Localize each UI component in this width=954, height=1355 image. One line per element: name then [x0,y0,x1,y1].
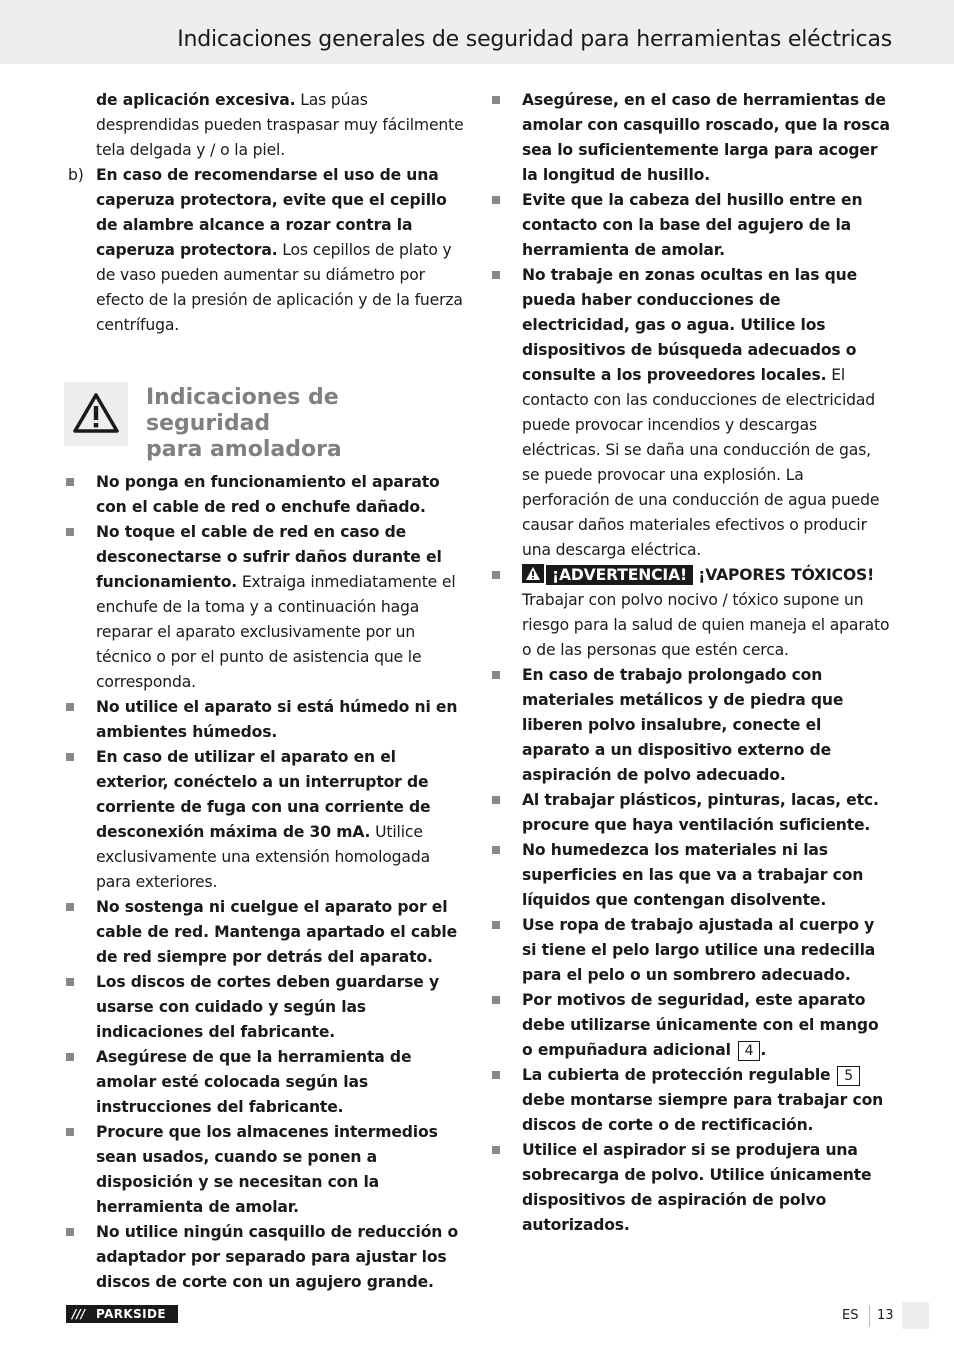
page-tab-marker [902,1302,929,1329]
list-item [490,88,892,188]
square-bullet-icon [492,846,500,854]
square-bullet-icon [492,1146,500,1154]
square-bullet-icon [66,903,74,911]
list-item [490,1138,892,1238]
square-bullet-icon [492,1071,500,1079]
continued-text: Las púas desprendidas pueden traspasar muy fácilmente tela delgada y / o la piel. [96,91,464,159]
square-bullet-icon [66,753,74,761]
list-item [64,895,466,970]
square-bullet-icon [66,1228,74,1236]
item-bold: No utilice ningún casquillo de reducción o adaptador por separado para ajustar los discos de corte con un agujero grande. [96,1223,459,1291]
list-item [64,1120,466,1220]
warning-triangle-icon [525,566,541,581]
square-bullet-icon [66,978,74,986]
item-bold: No humedezca los materiales ni las superficies en las que va a trabajar con líquidos que contengan disolvente. [522,841,864,909]
right-column [490,88,892,1238]
list-item-b [64,163,466,338]
list-item [490,663,892,788]
list-item [64,695,466,745]
list-item-guard [490,1063,892,1138]
item-bold: Los discos de cortes deben guardarse y usarse con cuidado y según las indicaciones del fabricante. [96,973,439,1041]
warning-icon-box [64,382,128,446]
warning-item [490,563,892,663]
square-bullet-icon [66,528,74,536]
item-bold: No utilice el aparato si está húmedo ni en ambientes húmedos. [96,698,458,741]
language-code: ES [842,1308,859,1323]
section-title [146,385,466,463]
square-bullet-icon [492,796,500,804]
warning-text: Trabajar con polvo nocivo / tóxico supone un riesgo para la salud de quien maneja el aparato o de las personas que estén cerca. [522,591,890,659]
item-text: Extraiga inmediatamente el enchufe de la toma y a continuación haga reparar el aparato exclusivamente por un técnico o por el punto de asistencia que le corresponda. [96,573,456,691]
item-bold: Evite que la cabeza del husillo entre en contacto con la base del agujero de la herramienta de amolar. [522,191,863,259]
item-marker-b: b) [68,166,84,184]
item-bold: En caso de utilizar el aparato en el exterior, conéctelo a un interruptor de corriente de fuga con una corriente de desconexión máxima de 30 mA. [96,748,431,841]
item-text: Utilice exclusivamente una extensión homologada para exteriores. [96,823,430,891]
item-end: . [760,1041,767,1059]
section-heading [64,382,466,462]
square-bullet-icon [492,571,500,579]
square-bullet-icon [492,271,500,279]
square-bullet-icon [66,1053,74,1061]
item-bold: En caso de trabajo prolongado con materiales metálicos y de piedra que liberen polvo insalubre, conecte el aparato a un dispositivo externo de aspiración de polvo adecuado. [522,666,844,784]
square-bullet-icon [492,921,500,929]
section-title-line-2: para amoladora [146,437,342,462]
item-bold: No trabaje en zonas ocultas en las que pueda haber conducciones de electricidad, gas o agua. Utilice los dispositivos de búsqueda adecuados o consulte a los proveedores locales. [522,266,858,384]
square-bullet-icon [66,1128,74,1136]
item-b-text: Los cepillos de plato y de vaso pueden aumentar su diámetro por efecto de la presión de aplicación y de la fuerza centrífuga. [96,241,463,334]
page-title: Indicaciones generales de seguridad para herramientas eléctricas [177,27,892,52]
item-bold: Procure que los almacenes intermedios sean usados, cuando se ponen a disposición y se necesitan con la herramienta de amolar. [96,1123,438,1216]
warning-badge-icon [522,564,544,583]
square-bullet-icon [492,96,500,104]
list-item [64,470,466,520]
item-bold: No sostenga ni cuelgue el aparato por el cable de red. Mantenga apartado el cable de red siempre por detrás del aparato. [96,898,457,966]
continued-paragraph [64,88,466,163]
square-bullet-icon [66,478,74,486]
item-b-bold: En caso de recomendarse el uso de una caperuza protectora, evite que el cepillo de alambre alcance a rozar contra la caperuza protectora. [96,166,447,259]
footer-divider [869,1305,870,1327]
brand-logo [66,1305,178,1323]
square-bullet-icon [492,996,500,1004]
continued-bold: de aplicación excesiva. [96,91,296,109]
item-bold: Por motivos de seguridad, este aparato debe utilizarse únicamente con el mango o empuñadura adicional [522,991,879,1059]
list-item [490,263,892,563]
item-bold: Al trabajar plásticos, pinturas, lacas, etc. procure que haya ventilación suficiente. [522,791,879,834]
list-item [64,1220,466,1295]
list-item [64,745,466,895]
warning-bold: ¡VAPORES TÓXICOS! [692,566,875,584]
item-bold: Utilice el aspirador si se produjera una sobrecarga de polvo. Utilice únicamente dispositivos de aspiración de polvo autorizados. [522,1141,872,1234]
item-text: El contacto con las conducciones de electricidad puede provocar incendios y descargas eléctricas. Si se daña una conducción de gas, se puede provocar una explosión. La perforación de una conducción de agua puede causar daños materiales efectivos o producir una descarga eléctrica. [522,366,880,559]
item-bold: No toque el cable de red en caso de desconectarse o sufrir daños durante el funcionamiento. [96,523,442,591]
section-title-line-1: Indicaciones de seguridad [146,385,339,436]
list-item [64,970,466,1045]
item-bold: Use ropa de trabajo ajustada al cuerpo y si tiene el pelo largo utilice una redecilla para el pelo o un sombrero adecuado. [522,916,876,984]
list-item-handle [490,988,892,1063]
item-bold: Asegúrese de que la herramienta de amolar esté colocada según las instrucciones del fabricante. [96,1048,412,1116]
item-bold: La cubierta de protección regulable [522,1066,831,1084]
list-item [490,188,892,263]
item-bold-continued: debe montarse siempre para trabajar con discos de corte o de rectificación. [522,1091,884,1134]
logo-slashes: /// [72,1307,86,1321]
left-column [64,88,466,1295]
warning-badge: ¡ADVERTENCIA! [546,565,693,585]
logo-brand: PARKSIDE [96,1307,166,1321]
page-number: 13 [877,1308,894,1323]
warning-triangle-icon [72,392,120,434]
square-bullet-icon [492,671,500,679]
item-bold: No ponga en funcionamiento el aparato con el cable de red o enchufe dañado. [96,473,440,516]
reference-number-box: 4 [738,1041,761,1061]
reference-number-box: 5 [837,1066,860,1086]
list-item [490,838,892,913]
list-item [490,788,892,838]
list-item [64,1045,466,1120]
list-item [490,913,892,988]
item-bold: Asegúrese, en el caso de herramientas de amolar con casquillo roscado, que la rosca sea lo suficientemente larga para acoger la longitud de husillo. [522,91,890,184]
page-header [0,0,954,64]
list-item [64,520,466,695]
square-bullet-icon [492,196,500,204]
square-bullet-icon [66,703,74,711]
